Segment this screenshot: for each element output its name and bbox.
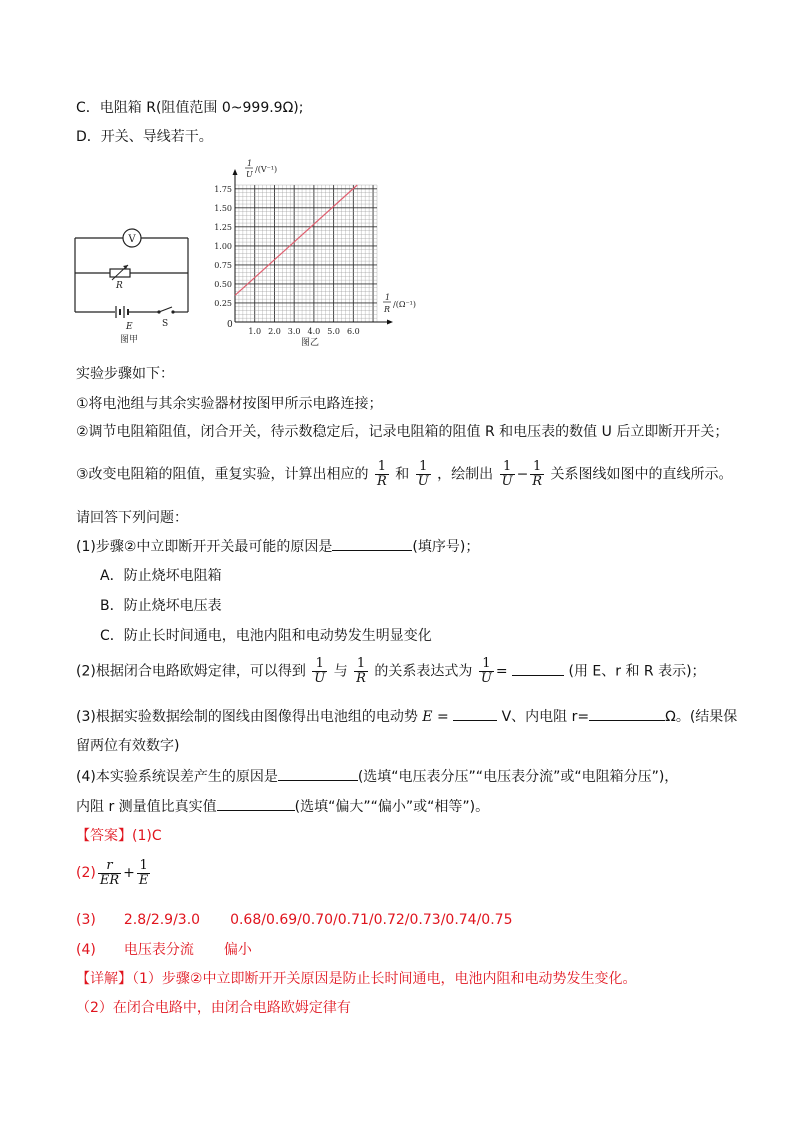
y-tick-label: 0.50: [214, 279, 232, 289]
y-tick-label: 1.00: [214, 241, 232, 251]
x-axis-arrow-icon: [387, 320, 393, 325]
step-1: ①将电池组与其余实验器材按图甲所示电路连接；: [76, 396, 383, 412]
svg-text:/(Ω⁻¹): /(Ω⁻¹): [393, 300, 416, 309]
voltmeter-label: V: [128, 234, 136, 245]
switch-icon: [157, 307, 174, 314]
figure-a-caption: 图甲: [120, 335, 139, 345]
answer-blank[interactable]: [278, 766, 358, 781]
chart-grid: [233, 169, 394, 325]
question-4: (4)本实验系统误差产生的原因是 (选填“电压表分压”“电压表分流”或“电阻箱分压”)，: [76, 766, 678, 787]
svg-text:R: R: [384, 305, 391, 314]
x-axis-label: [383, 293, 416, 314]
origin-label: 0: [227, 320, 233, 330]
voltmeter-icon: [123, 229, 141, 247]
questions-intro: 请回答下列问题：: [76, 510, 188, 526]
option-d: D．开关、导线若干。: [76, 129, 213, 145]
step-3: ③改变电阻箱的阻值，重复实验，计算出相应的 $\frac{1}{R}$ 和 $\frac{1}{U}$ ，绘制出 $\frac{1}{U}$ − $\frac{1}{R}$ 关系图线如图中的直线所示。: [76, 459, 733, 489]
answer-2: (2) $\frac{r}{ER}$ + $\frac{1}{E}$: [76, 857, 149, 888]
y-tick-label: 1.75: [214, 184, 232, 194]
battery-label: E: [126, 322, 133, 332]
x-tick-label: 3.0: [287, 327, 301, 336]
circuit-figure: [70, 225, 200, 350]
detail-2: （2）在闭合电路中，由闭合电路欧姆定律有: [76, 1000, 351, 1016]
resistor-icon: [110, 265, 130, 280]
figure-b-caption: 图乙: [301, 338, 320, 348]
y-tick-label: 0.25: [214, 298, 232, 308]
question-3: (3)根据实验数据绘制的图线由图像得出电池组的电动势 E = V、内电阻 r= Ω。(结果保: [76, 706, 737, 727]
x-tick-label: 1.0: [248, 327, 262, 336]
y-axis-arrow-icon: [233, 169, 238, 175]
chart: [205, 155, 420, 355]
x-tick-label: 5.0: [327, 327, 340, 336]
q1-option-b: B．防止烧坏电压表: [100, 598, 222, 614]
answer-blank[interactable]: [453, 706, 497, 721]
answer-blank[interactable]: [589, 706, 665, 721]
battery-icon: [116, 306, 128, 318]
question-2: (2)根据闭合电路欧姆定律，可以得到 $\frac{1}{U}$ 与 $\frac{1}{R}$ 的关系表达式为 $\frac{1}{U}$ = (用 E、r 和 R 表示)；: [76, 656, 706, 686]
q1-option-a: A．防止烧坏电阻箱: [100, 568, 222, 584]
answer-blank[interactable]: [332, 536, 412, 551]
svg-text:U: U: [246, 170, 253, 179]
svg-text:1: 1: [385, 293, 391, 302]
frac-1-over-r: $\frac{1}{R}$: [377, 459, 387, 489]
question-4-cont: 内阻 r 测量值比真实值 (选填“偏大”“偏小”或“相等”)。: [76, 796, 489, 817]
y-axis-label: [245, 159, 277, 179]
switch-label: S: [162, 319, 169, 329]
step-2: ②调节电阻箱阻值，闭合开关，待示数稳定后，记录电阻箱的阻值 R 和电压表的数值 U 后立即断开开关；: [76, 424, 729, 440]
detail-1: 【详解】（1）步骤②中立即断开开关原因是防止长时间通电，电池内阻和电动势发生变化。: [76, 971, 637, 987]
y-tick-label: 0.75: [214, 260, 232, 270]
answer-label: 【答案】(1)C: [76, 828, 162, 844]
series-line: [235, 185, 357, 295]
answer-3: (3) 2.8/2.9/3.0 0.68/0.69/0.70/0.71/0.72/0.73/0.74/0.75: [76, 912, 513, 928]
answer-4: (4) 电压表分流 偏小: [76, 942, 252, 958]
option-c: C．电阻箱 R(阻值范围 0~999.9Ω);: [76, 100, 304, 116]
question-1: (1)步骤②中立即断开开关最可能的原因是 (填序号)；: [76, 536, 479, 557]
x-tick-label: 6.0: [346, 327, 360, 336]
resistor-label: R: [116, 281, 123, 291]
y-tick-label: 1.25: [214, 222, 232, 232]
q1-option-c: C．防止长时间通电，电池内阻和电动势发生明显变化: [100, 628, 432, 644]
question-3-cont: 留两位有效数字): [76, 738, 180, 754]
frac-1-over-u: $\frac{1}{U}$: [417, 459, 429, 489]
answer-blank[interactable]: [217, 796, 295, 811]
steps-heading: 实验步骤如下：: [76, 366, 174, 382]
svg-text:/(V⁻¹): /(V⁻¹): [255, 165, 278, 174]
x-tick-label: 2.0: [268, 327, 281, 336]
x-tick-label: 4.0: [307, 327, 321, 336]
svg-text:1: 1: [247, 159, 253, 168]
y-tick-label: 1.50: [214, 203, 232, 213]
answer-blank[interactable]: [512, 661, 564, 676]
